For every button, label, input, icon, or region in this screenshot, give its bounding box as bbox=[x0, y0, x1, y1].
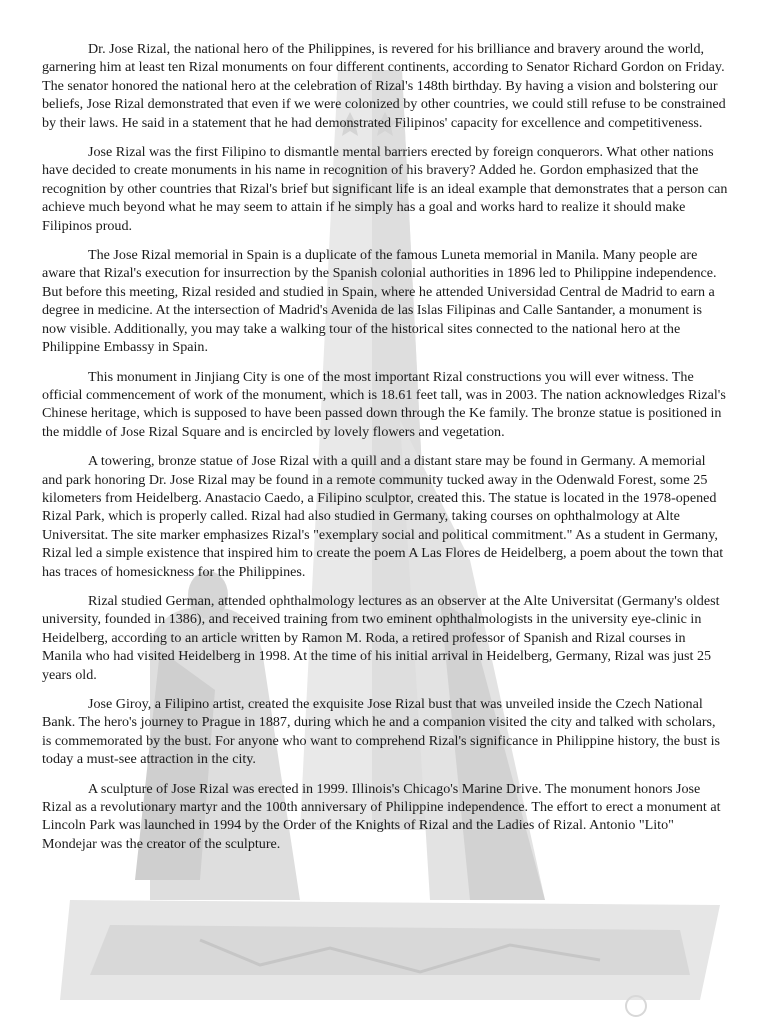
paragraph-chicago-sculpture: A sculpture of Jose Rizal was erected in 1999. Illinois's Chicago's Marine Drive. The monument honors Jose Rizal as a revolutionary martyr and the 100th anniversary of Philippine independence. The effort to erect a monument at Lincoln Park was launched in 1994 by the Order of the Knights of Rizal and the Ladies of Rizal. Antonio "Lito" Mondejar was the creator of the sculpture. bbox=[42, 780, 721, 852]
paragraph-germany-statue: A towering, bronze statue of Jose Rizal with a quill and a distant stare may be found in Germany. A memorial and park honoring Dr. Jose Rizal may be found in a remote community tucked away in the Odenwald Forest, some 25 kilometers from Heidelberg. Anastacio Caedo, a Filipino sculptor, created this. The statue is located in the 1978-opened Rizal Park, which is properly called. Rizal had also studied in Germany, taking courses on ophthalmology at Alte Universitat. The site marker emphasizes Rizal's "exemplary social and political commitment." As a student in Germany, Rizal led a simple existence that inspired him to create the poem A Las Flores de Heidelberg, a poem about the town that has traces of homesickness for the Philippines. bbox=[42, 453, 724, 580]
monument-base-steps bbox=[90, 925, 690, 975]
paragraph-intro: Dr. Jose Rizal, the national hero of the Philippines, is revered for his brilliance and bravery around the world, garnering him at least ten Rizal monuments on four different continents, according to Senator Richard Gordon on Friday. The senator honored the national hero at the celebration of Rizal's 148th birthday. By having a vision and bolstering our beliefs, Jose Rizal demonstrated that even if we were colonized by other countries, we could still refuse to be constrained by their laws. He said in a statement that he had demonstrated Filipinos' capacity for excellence and competitiveness. bbox=[42, 41, 726, 131]
paragraph-spain-memorial: The Jose Rizal memorial in Spain is a duplicate of the famous Luneta memorial in Manila. Many people are aware that Rizal's execution for insurrection by the Spanish colonial authorities in 1896 led to Philippine independence. But before this meeting, Rizal resided and studied in Spain, where he attended Universidad Central de Madrid to earn a degree in medicine. At the intersection of Madrid's Avenida de las Islas Filipinas and Calle Santander, a monument is now visible. Additionally, you may take a walking tour of the historical sites connected to the national hero at the Philippine Embassy in Spain. bbox=[42, 247, 717, 356]
paragraph-prague-bust: Jose Giroy, a Filipino artist, created the exquisite Jose Rizal bust that was unveiled inside the Czech National Bank. The hero's journey to Prague in 1887, during which he and a companion visited the city and talked with scholars, is commemorated by the bust. For anyone who want to comprehend Rizal's significance in Philippine history, the bust is today a must-see attraction in the city. bbox=[42, 696, 721, 768]
paragraph-heidelberg-studies: Rizal studied German, attended ophthalmology lectures as an observer at the Alte Universitat (Germany's oldest university, founded in 1386), and received training from two eminent ophthalmologists in the university eye-clinic in Heidelberg, according to an article written by Ramon M. Roda, a retired professor of Spanish and Rizal courses in Manila who had visited Heidelberg in 1998. At the time of his initial arrival in Heidelberg, Germany, Rizal was just 25 years old. bbox=[42, 592, 720, 683]
paragraph-mental-barriers: Jose Rizal was the first Filipino to dismantle mental barriers erected by foreign conquerors. What other nations have decided to create monuments in his name in recognition of his bravery? Added he. Gordon emphasized that the recognition by other countries that Rizal's brief but significant life is an ideal example that demonstrates that a person can achieve much beyond what he may seem to attain if he simply has a goal and works hard to realize it should make Filipinos proud. bbox=[42, 144, 728, 234]
paragraph-jinjiang-monument: This monument in Jinjiang City is one of the most important Rizal constructions you will ever witness. The official commencement of work of the monument, which is 18.61 feet tall, was in 2003. The nation acknowledges Rizal's Chinese heritage, which is supposed to have been passed down through the Ke family. The bronze statue is positioned in the middle of Jose Rizal Square and is encircled by lovely flowers and vegetation. bbox=[42, 368, 726, 440]
